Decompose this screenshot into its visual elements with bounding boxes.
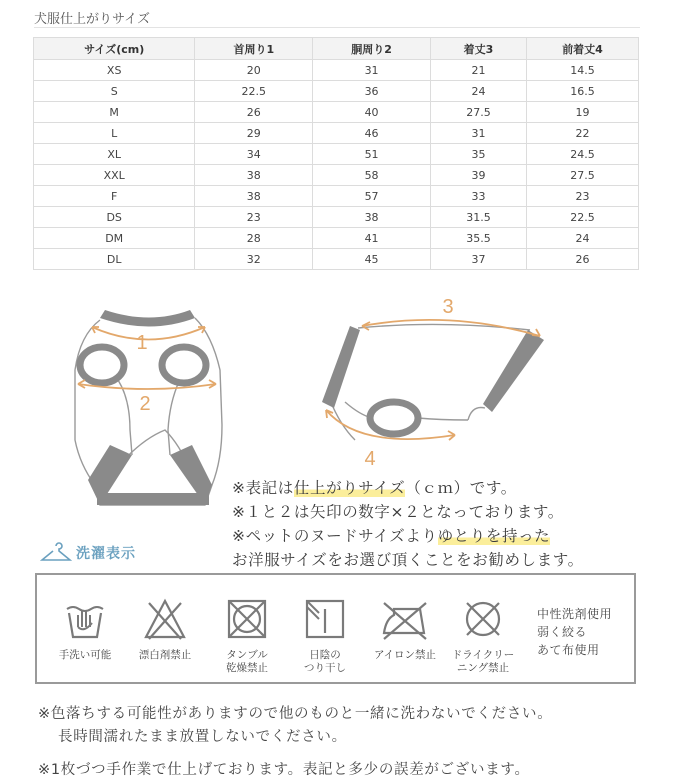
- footer-line-3: ※1枚づつ手作業で仕上げております。表記と多少の誤差がございます。: [38, 762, 530, 778]
- page-title: 犬服仕上がりサイズ: [34, 12, 150, 27]
- care-instructions: 中性洗剤使用 弱く絞る あて布使用: [537, 607, 613, 657]
- table-cell: 29: [195, 123, 313, 144]
- hanger-icon: [40, 542, 72, 564]
- column-header: 着丈3: [430, 38, 526, 60]
- table-cell: 22.5: [195, 81, 313, 102]
- hem-trim: [97, 493, 209, 505]
- table-cell: 38: [195, 186, 313, 207]
- table-cell: 23: [527, 186, 639, 207]
- table-cell: 24: [527, 228, 639, 249]
- table-cell: 40: [313, 102, 431, 123]
- table-cell: 28: [195, 228, 313, 249]
- table-cell: 35.5: [430, 228, 526, 249]
- label-3: 3: [442, 296, 454, 318]
- table-cell: 26: [527, 249, 639, 270]
- measure-arrow-1: [92, 327, 205, 340]
- table-cell: 38: [313, 207, 431, 228]
- table-cell: DL: [34, 249, 195, 270]
- table-cell: 34: [195, 144, 313, 165]
- table-cell: 24.5: [527, 144, 639, 165]
- table-cell: 14.5: [527, 60, 639, 81]
- column-header: 胴周り2: [313, 38, 431, 60]
- table-cell: 37: [430, 249, 526, 270]
- table-cell: 19: [527, 102, 639, 123]
- table-cell: 36: [313, 81, 431, 102]
- care-no-iron: アイロン禁止: [369, 597, 441, 662]
- table-cell: 33: [430, 186, 526, 207]
- footer-line-1: ※色落ちする可能性がありますので他のものと一緒に洗わないでください。: [38, 706, 553, 722]
- left-armhole: [80, 347, 124, 383]
- note-line-3: ※ペットのヌードサイズよりゆとりを持った: [232, 527, 551, 545]
- table-cell: 31: [430, 123, 526, 144]
- table-cell: 58: [313, 165, 431, 186]
- column-header: サイズ(cm): [34, 38, 195, 60]
- footer-line-2: 長時間濡れたまま放置しないでください。: [58, 729, 347, 745]
- side-hem-trim: [483, 330, 544, 412]
- care-label-box: [35, 573, 636, 684]
- side-armhole: [370, 402, 418, 434]
- table-cell: XXL: [34, 165, 195, 186]
- table-cell: 35: [430, 144, 526, 165]
- table-cell: M: [34, 102, 195, 123]
- table-cell: 23: [195, 207, 313, 228]
- table-cell: 51: [313, 144, 431, 165]
- table-cell: 22.5: [527, 207, 639, 228]
- care-no-bleach: 漂白剤禁止: [133, 597, 197, 662]
- table-cell: 22: [527, 123, 639, 144]
- no-bleach-icon: [143, 597, 187, 641]
- table-cell: 26: [195, 102, 313, 123]
- care-shade-dry: 日陰の つり干し: [293, 597, 357, 675]
- table-cell: 27.5: [430, 102, 526, 123]
- table-cell: 45: [313, 249, 431, 270]
- table-cell: 31.5: [430, 207, 526, 228]
- table-cell: 57: [313, 186, 431, 207]
- table-cell: L: [34, 123, 195, 144]
- table-cell: 31: [313, 60, 431, 81]
- side-neck-trim: [322, 326, 360, 408]
- table-cell: 41: [313, 228, 431, 249]
- table-cell: DS: [34, 207, 195, 228]
- care-no-tumble: タンブル 乾燥禁止: [215, 597, 279, 675]
- table-cell: 32: [195, 249, 313, 270]
- note-line-4: お洋服サイズをお選び頂くことをお勧めします。: [232, 551, 584, 569]
- label-2: 2: [139, 393, 151, 415]
- column-header: 首周り1: [195, 38, 313, 60]
- table-cell: XL: [34, 144, 195, 165]
- table-cell: 20: [195, 60, 313, 81]
- table-cell: S: [34, 81, 195, 102]
- no-iron-icon: [380, 597, 430, 641]
- table-cell: 24: [430, 81, 526, 102]
- note-line-2: ※１と２は矢印の数字×２となっております。: [232, 503, 564, 521]
- note-line-1: ※表記は仕上がりサイズ（ｃｍ）です。: [232, 479, 517, 497]
- no-tumble-dry-icon: [225, 597, 269, 641]
- wash-heading: 洗濯表示: [40, 542, 136, 564]
- hand-wash-icon: [63, 597, 107, 641]
- table-cell: F: [34, 186, 195, 207]
- table-cell: XS: [34, 60, 195, 81]
- no-dry-clean-icon: [461, 597, 505, 641]
- care-no-dry-clean: ドライクリー ニング禁止: [447, 597, 519, 675]
- column-header: 前着丈4: [527, 38, 639, 60]
- table-cell: 46: [313, 123, 431, 144]
- neck-trim: [100, 310, 195, 327]
- table-cell: 21: [430, 60, 526, 81]
- care-hand-wash: 手洗い可能: [53, 597, 117, 662]
- table-cell: 39: [430, 165, 526, 186]
- shade-line-dry-icon: [303, 597, 347, 641]
- table-cell: 16.5: [527, 81, 639, 102]
- label-4: 4: [364, 448, 376, 470]
- label-1: 1: [136, 332, 148, 354]
- table-cell: 27.5: [527, 165, 639, 186]
- table-cell: DM: [34, 228, 195, 249]
- right-armhole: [162, 347, 206, 383]
- arrow-head-1: [92, 327, 205, 333]
- table-cell: 38: [195, 165, 313, 186]
